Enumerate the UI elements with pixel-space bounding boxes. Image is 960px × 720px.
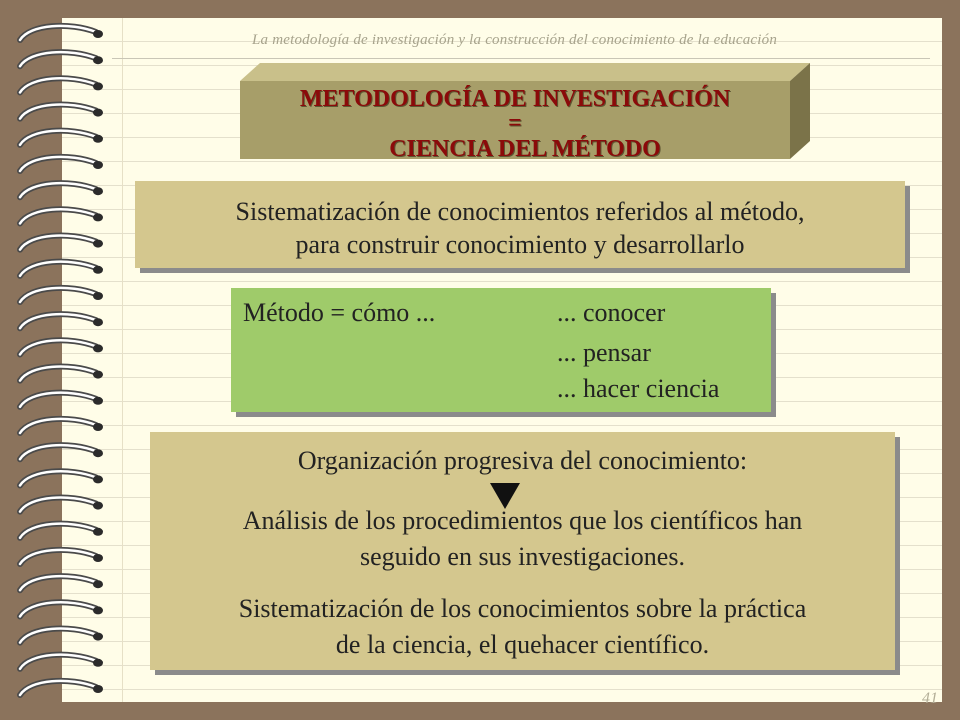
spiral-ring — [20, 314, 103, 328]
spiral-ring — [20, 524, 103, 538]
spiral-ring — [20, 576, 103, 590]
analysis-line-1: Análisis de los procedimientos que los científicos han — [242, 506, 803, 535]
spiral-binding — [0, 0, 120, 720]
systematization-line-2: de la ciencia, el quehacer científico. — [335, 630, 710, 659]
systematization-line-1: Sistematización de los conocimientos sobre la práctica — [238, 594, 807, 623]
spiral-ring — [20, 445, 103, 459]
definition-line-2: para construir conocimiento y desarrollarlo — [295, 230, 745, 259]
definition-text — [135, 195, 905, 261]
spiral-ring — [20, 628, 103, 642]
spiral-ring — [20, 550, 103, 564]
analysis-line-2: seguido en sus investigaciones. — [360, 542, 685, 571]
spiral-ring — [20, 131, 103, 145]
definition-box — [135, 181, 905, 268]
title-line-2: = — [508, 110, 522, 136]
header-subtitle: La metodología de investigación y la construcción del conocimiento de la educación — [252, 32, 778, 48]
spiral-ring — [20, 288, 103, 302]
spiral-ring — [20, 419, 103, 433]
organization-box — [150, 432, 895, 670]
title-banner — [240, 63, 810, 162]
spiral-ring — [20, 52, 103, 66]
page-number: 41 — [922, 690, 938, 707]
title-line-1: METODOLOGÍA DE INVESTIGACIÓN — [299, 86, 731, 112]
spiral-ring — [20, 471, 103, 485]
spiral-ring — [20, 235, 103, 249]
spiral-ring — [20, 262, 103, 276]
spiral-ring — [20, 340, 103, 354]
spiral-ring — [20, 393, 103, 407]
definition-line-1: Sistematización de conocimientos referidos al método, — [235, 197, 805, 226]
method-box — [231, 288, 771, 412]
spiral-ring — [20, 497, 103, 511]
spiral-ring — [20, 183, 103, 197]
spiral-ring — [20, 26, 103, 40]
header-divider — [112, 58, 930, 59]
spiral-ring — [20, 681, 103, 695]
method-item-hacer-ciencia: ... hacer ciencia — [557, 374, 720, 403]
spiral-ring — [20, 104, 103, 118]
spiral-ring — [20, 366, 103, 380]
organization-heading: Organización progresiva del conocimiento: — [297, 446, 748, 475]
spiral-ring — [20, 602, 103, 616]
title-banner-top — [240, 63, 810, 81]
spiral-ring — [20, 209, 103, 223]
spiral-ring — [20, 655, 103, 669]
method-label: Método = cómo ... — [243, 298, 436, 327]
title-line-3: CIENCIA DEL MÉTODO — [389, 136, 661, 162]
spiral-ring — [20, 157, 103, 171]
spiral-ring — [20, 78, 103, 92]
method-item-conocer: ... conocer — [557, 298, 666, 327]
method-item-pensar: ... pensar — [557, 338, 651, 367]
